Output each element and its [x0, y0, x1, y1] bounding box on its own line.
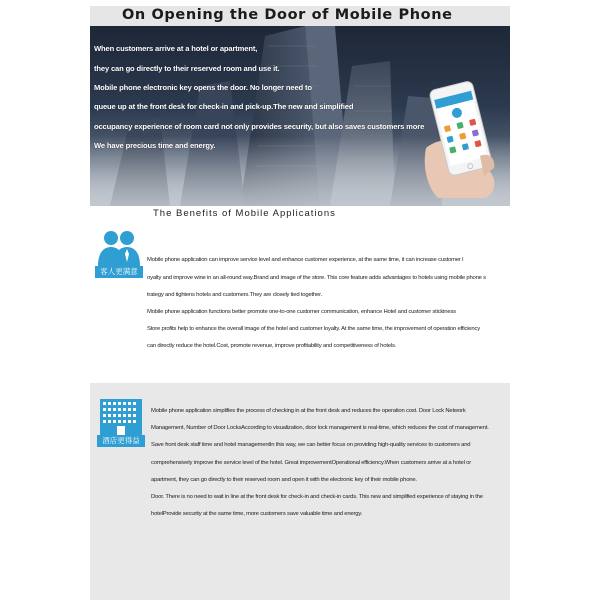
section-title: The Benefits of Mobile Applications — [153, 208, 336, 219]
paragraph-line: Management, Number of Door LocksAccording to visualization, door lock management is real-time, which reduces the cost of management. — [151, 425, 489, 431]
paragraph-line: Mobile phone application simplifies the process of checking in at the front desk and reduces the operation cost. Door Lock Network — [151, 408, 466, 414]
hero-banner — [90, 26, 510, 206]
hero-text-line: When customers arrive at a hotel or apartment, — [94, 44, 258, 53]
paragraph-line: Store profits help to enhance the overall image of the hotel and customer loyalty. At the same time, the improvement of operation efficiency — [147, 326, 480, 332]
paragraph-line: trategy and tightens hotels and customers.They are closely tied together. — [147, 292, 322, 298]
paragraph-line: oyalty and improve wine in an all-round way.Brand and image of the store. This core feature adds advantages to hotels using mobile phone s — [147, 275, 486, 281]
hero-text-line: We have precious time and energy. — [94, 141, 216, 150]
icon-caption: 酒店更得益 — [97, 435, 145, 447]
customer-icon-box — [95, 228, 143, 278]
hotel-benefits-panel — [90, 383, 510, 600]
hero-text-line: they can go directly to their reserved room and use it. — [94, 64, 280, 73]
hotel-icon-box — [97, 397, 145, 447]
hotel-building-icon — [97, 397, 145, 435]
paragraph-line: Mobile phone application functions better promote one-to-one customer communication, enhance Hotel and customer stickiness — [147, 309, 456, 315]
title-bar — [90, 6, 510, 26]
paragraph-line: can directly reduce the hotel.Cost, promote revenue, improve profitability and competitiveness of hotels. — [147, 343, 397, 349]
page-title: On Opening the Door of Mobile Phone — [122, 7, 453, 23]
paragraph-line: Door. There is no need to wait in line at the front desk for check-in and check-in cards. This new and simplified experience of staying in the — [151, 494, 483, 500]
icon-caption: 客人更满意 — [95, 266, 143, 278]
hero-text-line: Mobile phone electronic key opens the door. No longer need to — [94, 83, 312, 92]
people-icon — [95, 228, 143, 266]
paragraph-line: Mobile phone application can improve service level and enhance customer experience, at the same time, it can increase customer l — [147, 257, 464, 263]
paragraph-line: comprehensively improve the service level of the hotel. Great improvementOperational efficiency.When customers arrive at a hotel or — [151, 460, 471, 466]
paragraph-line: hotelProvide security at the same time, more customers save valuable time and energy. — [151, 511, 363, 517]
hero-text-line: occupancy experience of room card not only provides security, but also saves customers more — [94, 122, 425, 131]
paragraph-line: Save front desk staff time and hotel managementIn this way, we can better focus on providing high-quality services to customers and — [151, 442, 471, 448]
paragraph-line: apartment, they can go directly to their reserved room and open it with the electronic key of their mobile phone. — [151, 477, 417, 483]
smartphone-in-hand-image — [418, 78, 508, 198]
hero-text-line: queue up at the front desk for check-in and pick-up.The new and simplified — [94, 102, 354, 111]
